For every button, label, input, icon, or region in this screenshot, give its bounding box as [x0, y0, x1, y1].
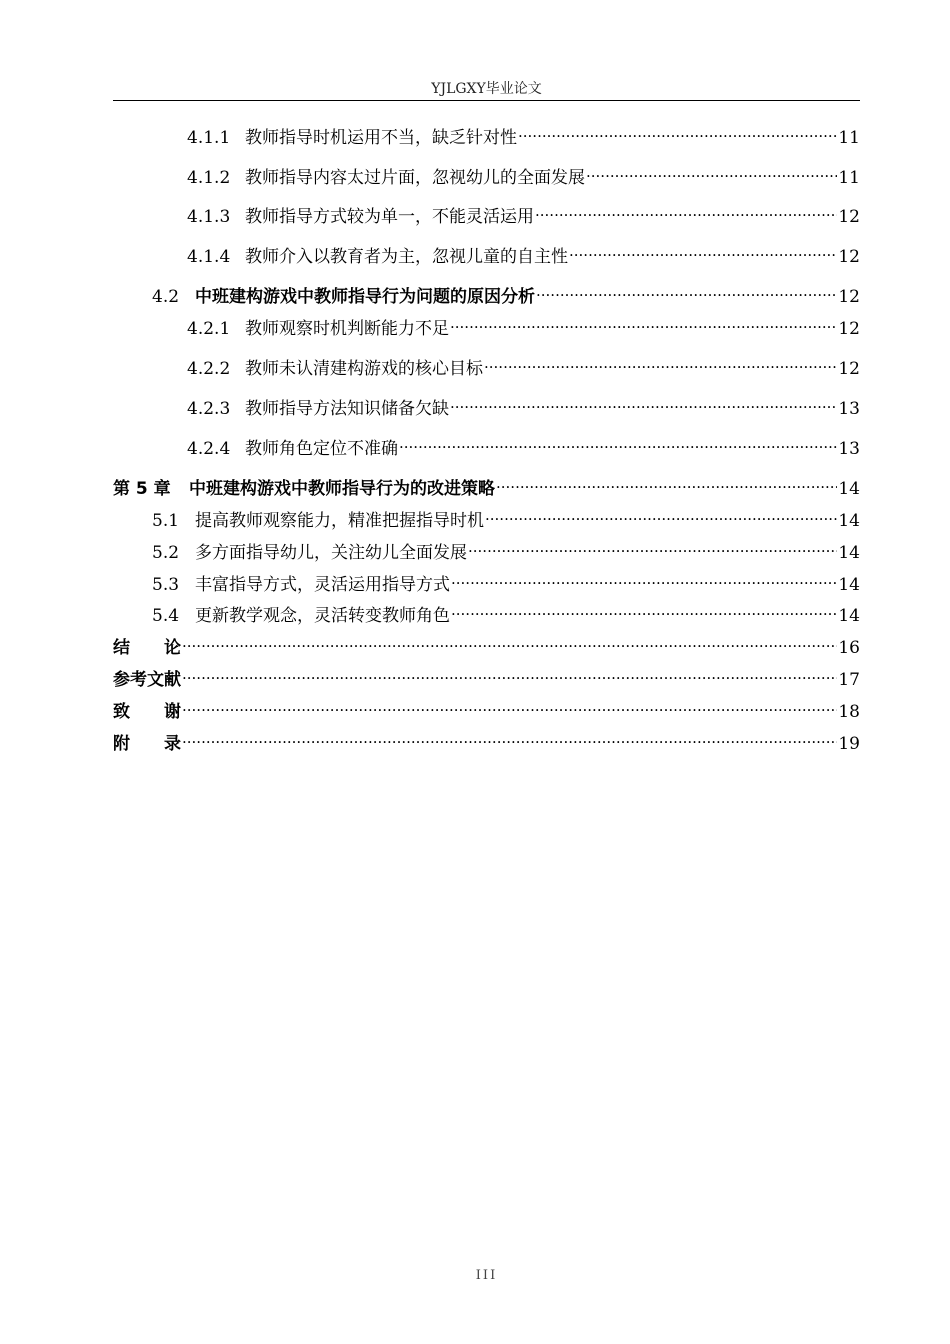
toc-entry-title: 教师介入以教育者为主，忽视儿童的自主性: [245, 247, 568, 267]
toc-dot-leader: [586, 161, 837, 183]
toc-entry[interactable]: [113, 392, 860, 419]
toc-entry-title: 中班建构游戏中教师指导行为问题的原因分析: [195, 287, 535, 307]
toc-entry-title: 参考文献: [113, 670, 181, 690]
toc-acknowledgements-entry[interactable]: [113, 695, 860, 722]
toc-entry-page: 17: [838, 670, 860, 690]
toc-entry-page: 14: [838, 575, 860, 595]
page-number-footer: III: [475, 1268, 498, 1283]
toc-entry[interactable]: [113, 280, 860, 307]
toc-entry-title: 教师指导方法知识储备欠缺: [245, 399, 449, 419]
toc-dot-leader: [182, 695, 837, 717]
toc-entry-page: 12: [838, 247, 860, 267]
toc-entry[interactable]: [113, 352, 860, 379]
toc-entry[interactable]: [113, 504, 860, 531]
toc-entry-title: 提高教师观察能力，精准把握指导时机: [195, 511, 484, 531]
toc-appendix-entry[interactable]: [113, 727, 860, 754]
toc-entry[interactable]: [113, 432, 860, 459]
toc-entry[interactable]: [113, 599, 860, 626]
toc-entry-number: 5.2: [152, 543, 180, 563]
toc-dot-leader: [451, 599, 837, 621]
toc-dot-leader: [485, 504, 837, 526]
toc-entry-number: 第 5 章: [113, 479, 171, 499]
toc-entry-number: 4.2.4: [187, 439, 231, 459]
toc-dot-leader: [468, 536, 837, 558]
toc-entry-number: 4.2.3: [187, 399, 231, 419]
toc-dot-leader: [450, 312, 837, 334]
toc-entry-page: 12: [838, 319, 860, 339]
toc-entry-title: 教师指导时机运用不当，缺乏针对性: [245, 128, 517, 148]
toc-references-entry[interactable]: [113, 663, 860, 690]
toc-entry-title: 教师观察时机判断能力不足: [245, 319, 449, 339]
toc-entry-page: 13: [838, 439, 860, 459]
toc-entry-number: 4.2: [152, 287, 180, 307]
toc-dot-leader: [182, 727, 837, 749]
toc-dot-leader: [451, 568, 837, 590]
toc-entry[interactable]: [113, 240, 860, 267]
toc-entry-page: 12: [838, 207, 860, 227]
running-header: YJLGXY毕业论文: [431, 81, 542, 97]
toc-entry-title: 多方面指导幼儿，关注幼儿全面发展: [195, 543, 467, 563]
toc-chapter-entry[interactable]: [113, 472, 860, 499]
toc-entry-title: 教师指导方式较为单一，不能灵活运用: [245, 207, 534, 227]
toc-dot-leader: [535, 200, 837, 222]
toc-dot-leader: [518, 121, 837, 143]
toc-entry-page: 14: [838, 511, 860, 531]
toc-entry-number: 4.1.1: [187, 128, 231, 148]
toc-entry-page: 12: [838, 287, 860, 307]
toc-dot-leader: [569, 240, 837, 262]
toc-entry-title: 附 录: [113, 734, 181, 754]
toc-entry[interactable]: [113, 568, 860, 595]
toc-entry-page: 14: [838, 479, 860, 499]
toc-entry-title: 中班建构游戏中教师指导行为的改进策略: [189, 479, 495, 499]
toc-entry[interactable]: [113, 121, 860, 148]
toc-entry-title: 教师角色定位不准确: [245, 439, 398, 459]
toc-dot-leader: [450, 392, 837, 414]
toc-dot-leader: [182, 663, 837, 685]
toc-entry-title: 丰富指导方式，灵活运用指导方式: [195, 575, 450, 595]
toc-entry-title: 教师未认清建构游戏的核心目标: [245, 359, 483, 379]
toc-entry-title: 结 论: [113, 638, 181, 658]
toc-entry-number: 5.3: [152, 575, 180, 595]
toc-entry-number: 5.4: [152, 606, 180, 626]
toc-entry-page: 11: [838, 128, 860, 148]
toc-entry-page: 11: [838, 168, 860, 188]
toc-entry-number: 4.2.2: [187, 359, 231, 379]
toc-entry-title: 教师指导内容太过片面，忽视幼儿的全面发展: [245, 168, 585, 188]
toc-entry[interactable]: [113, 161, 860, 188]
toc-entry[interactable]: [113, 312, 860, 339]
toc-dot-leader: [399, 432, 837, 454]
toc-entry-page: 12: [838, 359, 860, 379]
toc-entry-number: 4.1.2: [187, 168, 231, 188]
header-rule: [113, 100, 860, 101]
toc-entry-page: 16: [838, 638, 860, 658]
toc-entry-number: 4.2.1: [187, 319, 231, 339]
toc-entry-page: 19: [838, 734, 860, 754]
toc-entry[interactable]: [113, 200, 860, 227]
toc-entry-page: 14: [838, 543, 860, 563]
toc-entry-page: 14: [838, 606, 860, 626]
toc-entry-number: 4.1.3: [187, 207, 231, 227]
toc-dot-leader: [496, 472, 837, 494]
toc-entry[interactable]: [113, 536, 860, 563]
toc-entry-number: 4.1.4: [187, 247, 231, 267]
toc-entry-page: 18: [838, 702, 860, 722]
toc-dot-leader: [182, 631, 837, 653]
toc-dot-leader: [536, 280, 837, 302]
toc-entry-title: 更新教学观念，灵活转变教师角色: [195, 606, 450, 626]
toc-entry-number: 5.1: [152, 511, 180, 531]
toc-entry-page: 13: [838, 399, 860, 419]
toc-dot-leader: [484, 352, 837, 374]
toc-entry-title: 致 谢: [113, 702, 181, 722]
toc-conclusion-entry[interactable]: [113, 631, 860, 658]
